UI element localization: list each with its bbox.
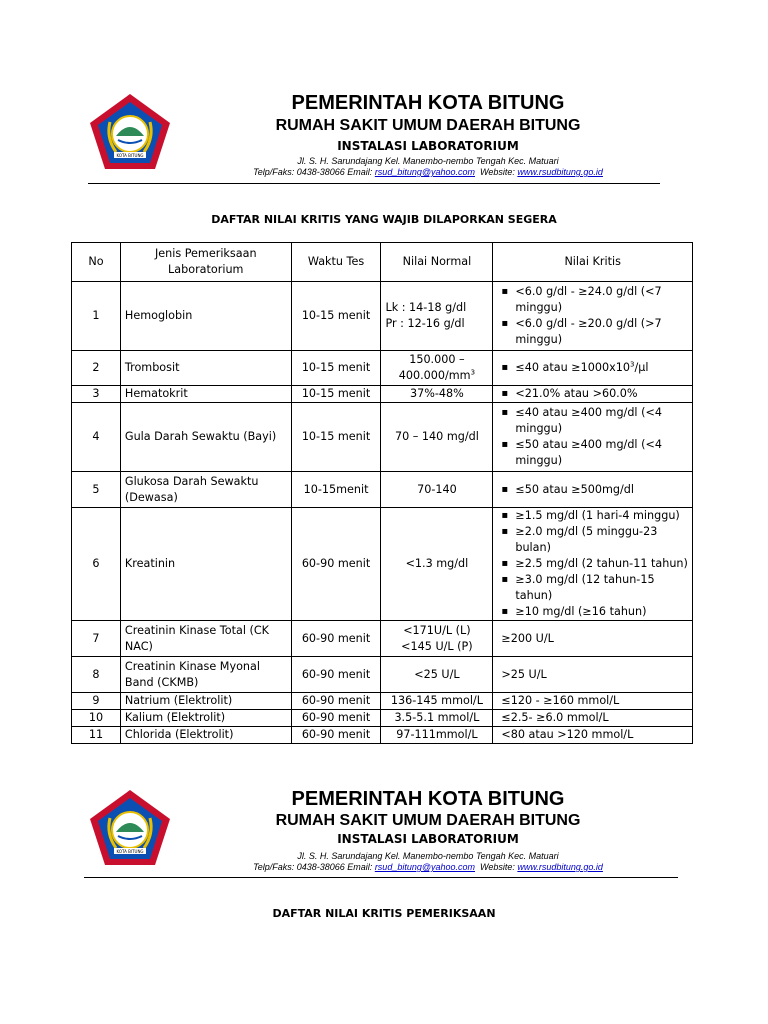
header-kritis: Nilai Kritis	[493, 243, 693, 282]
department-title: INSTALASI LABORATORIUM	[337, 832, 519, 846]
cell-waktu: 60-90 menit	[291, 508, 381, 621]
cell-kritis	[493, 351, 693, 386]
cell-no: 2	[72, 351, 121, 386]
cell-jenis: Chlorida (Elektrolit)	[120, 727, 291, 744]
list-item: ▪ <6.0 g/dl - ≥24.0 g/dl (<7 minggu)	[509, 284, 688, 316]
cell-no: 5	[72, 472, 121, 508]
header-jenis: Jenis Pemeriksaan Laboratorium	[120, 243, 291, 282]
table-row	[72, 657, 693, 693]
table-row	[72, 693, 693, 710]
cell-no: 8	[72, 657, 121, 693]
cell-no: 3	[72, 386, 121, 403]
table-row	[72, 710, 693, 727]
svg-text:KOTA BITUNG: KOTA BITUNG	[116, 849, 144, 854]
list-item: ▪ ≤50 atau ≥500mg/dl	[509, 482, 688, 498]
cell-no: 10	[72, 710, 121, 727]
department-title: INSTALASI LABORATORIUM	[337, 139, 519, 153]
list-item: ▪ ≥3.0 mg/dl (12 tahun-15 tahun)	[509, 572, 688, 604]
cell-kritis	[493, 508, 693, 621]
cell-waktu: 60-90 menit	[291, 621, 381, 657]
table-row	[72, 351, 693, 386]
city-logo-emblem	[88, 788, 172, 868]
cell-jenis: Creatinin Kinase Total (CK NAC)	[120, 621, 291, 657]
cell-waktu: 60-90 menit	[291, 727, 381, 744]
table-row	[72, 403, 693, 472]
table-row	[72, 727, 693, 744]
cell-waktu: 10-15 menit	[291, 403, 381, 472]
list-item: ▪ ≤50 atau ≥400 mg/dl (<4 minggu)	[509, 437, 688, 469]
header-rule	[88, 183, 660, 184]
hospital-title: RUMAH SAKIT UMUM DAERAH BITUNG	[275, 117, 581, 134]
cell-waktu: 10-15 menit	[291, 351, 381, 386]
list-item: ▪ ≥2.5 mg/dl (2 tahun-11 tahun)	[509, 556, 688, 572]
cell-kritis	[493, 472, 693, 508]
header-waktu: Waktu Tes	[291, 243, 381, 282]
list-item: ▪ <21.0% atau >60.0%	[509, 386, 688, 402]
address-line: Jl. S. H. Sarundajang Kel. Manembo-nembo Tengah Kec. Matuari	[297, 851, 559, 861]
list-item: ▪ ≤40 atau ≥400 mg/dl (<4 minggu)	[509, 405, 688, 437]
cell-jenis: Hematokrit	[120, 386, 291, 403]
cell-kritis	[493, 403, 693, 472]
cell-waktu: 60-90 menit	[291, 693, 381, 710]
cell-no: 9	[72, 693, 121, 710]
list-item: ▪ <6.0 g/dl - ≥20.0 g/dl (>7 minggu)	[509, 316, 688, 348]
table-row	[72, 508, 693, 621]
critical-values-table	[71, 242, 693, 744]
cell-jenis: Kreatinin	[120, 508, 291, 621]
cell-jenis: Hemoglobin	[120, 282, 291, 351]
gov-title: PEMERINTAH KOTA BITUNG	[291, 92, 565, 114]
cell-normal: 70 – 140 mg/dl	[381, 403, 493, 472]
cell-normal: <1.3 mg/dl	[381, 508, 493, 621]
city-logo-emblem	[88, 92, 172, 172]
cell-normal: 70-140	[381, 472, 493, 508]
cell-normal: <171U/L (L) <145 U/L (P)	[381, 621, 493, 657]
cell-kritis	[493, 386, 693, 403]
cell-waktu: 10-15 menit	[291, 282, 381, 351]
cell-normal: 97-111mmol/L	[381, 727, 493, 744]
cell-kritis: ≤2.5- ≥6.0 mmol/L	[493, 710, 693, 727]
cell-normal: 150.000 – $400.000/mm^3$	[381, 351, 493, 386]
cell-no: 1	[72, 282, 121, 351]
cell-normal: 3.5-5.1 mmol/L	[381, 710, 493, 727]
cell-kritis: ≤120 - ≥160 mmol/L	[493, 693, 693, 710]
website-link[interactable]: www.rsudbitung.go.id	[517, 862, 603, 872]
cell-normal: <25 U/L	[381, 657, 493, 693]
cell-waktu: 10-15 menit	[291, 386, 381, 403]
cell-waktu: 60-90 menit	[291, 710, 381, 727]
cell-normal: 136-145 mmol/L	[381, 693, 493, 710]
cell-normal: Lk : 14-18 g/dl Pr : 12-16 g/dl	[381, 282, 493, 351]
header-rule	[84, 877, 678, 878]
address-line: Jl. S. H. Sarundajang Kel. Manembo-nembo Tengah Kec. Matuari	[297, 156, 559, 166]
cell-kritis: ≥200 U/L	[493, 621, 693, 657]
list-item: ▪ ≥1.5 mg/dl (1 hari-4 minggu)	[509, 508, 688, 524]
cell-kritis: <80 atau >120 mmol/L	[493, 727, 693, 744]
cell-no: 11	[72, 727, 121, 744]
section-title-2: DAFTAR NILAI KRITIS PEMERIKSAAN	[272, 907, 496, 920]
cell-normal: 37%-48%	[381, 386, 493, 403]
header-no: No	[72, 243, 121, 282]
table-header-row	[72, 243, 693, 282]
cell-jenis: Gula Darah Sewaktu (Bayi)	[120, 403, 291, 472]
contact-line: Telp/Faks: 0438-38066 Email: rsud_bitung@yahoo.com Website: www.rsudbitung.go.id	[253, 862, 603, 872]
cell-no: 4	[72, 403, 121, 472]
cell-kritis: >25 U/L	[493, 657, 693, 693]
cell-jenis: Glukosa Darah Sewaktu (Dewasa)	[120, 472, 291, 508]
cell-waktu: 10-15menit	[291, 472, 381, 508]
table-row	[72, 386, 693, 403]
cell-jenis: Trombosit	[120, 351, 291, 386]
email-link[interactable]: rsud_bitung@yahoo.com	[374, 862, 476, 872]
list-item: ▪ ≤40 atau $\ge 1000x10^3/\mu l$	[509, 360, 688, 376]
cell-jenis: Creatinin Kinase Myonal Band (CKMB)	[120, 657, 291, 693]
email-link[interactable]: rsud_bitung@yahoo.com	[374, 167, 476, 177]
list-item: ▪ ≥2.0 mg/dl (5 minggu-23 bulan)	[509, 524, 688, 556]
table-row	[72, 472, 693, 508]
hospital-title: RUMAH SAKIT UMUM DAERAH BITUNG	[275, 812, 581, 829]
cell-jenis: Natrium (Elektrolit)	[120, 693, 291, 710]
contact-line: Telp/Faks: 0438-38066 Email: rsud_bitung@yahoo.com Website: www.rsudbitung.go.id	[253, 167, 603, 177]
gov-title: PEMERINTAH KOTA BITUNG	[291, 788, 565, 810]
table-row	[72, 621, 693, 657]
website-link[interactable]: www.rsudbitung.go.id	[517, 167, 603, 177]
header-normal: Nilai Normal	[381, 243, 493, 282]
cell-no: 7	[72, 621, 121, 657]
list-item: ▪ ≥10 mg/dl (≥16 tahun)	[509, 604, 688, 620]
cell-kritis	[493, 282, 693, 351]
cell-no: 6	[72, 508, 121, 621]
cell-jenis: Kalium (Elektrolit)	[120, 710, 291, 727]
cell-waktu: 60-90 menit	[291, 657, 381, 693]
section-title-1: DAFTAR NILAI KRITIS YANG WAJIB DILAPORKAN SEGERA	[211, 213, 557, 226]
svg-text:KOTA BITUNG: KOTA BITUNG	[116, 153, 144, 158]
table-row	[72, 282, 693, 351]
